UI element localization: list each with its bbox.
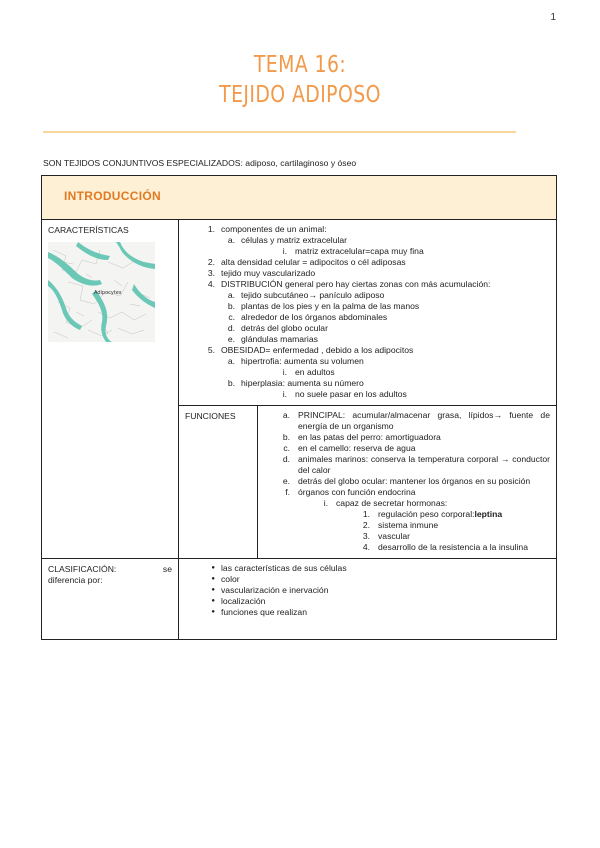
list-item: 5. OBESIDAD= enfermedad , debido a los adipocitos [207,345,414,355]
functions-label-cell [179,406,258,559]
functions-content [258,406,557,559]
classification-content [179,559,557,640]
adipose-tissue-micrograph [48,242,155,342]
list-item: a. PRINCIPAL: acumular/almacenar grasa, lípidos→ fuente de energía de un organismo [282,410,550,431]
list-item: e. detrás del globo ocular: mantener los órganos en su posición [282,476,531,486]
list-item: d. detrás del globo ocular [227,323,328,333]
list-item: i. en adultos [282,367,335,377]
classification-label-cell [42,559,179,640]
page-number: 1 [550,12,556,23]
characteristics-content [179,220,557,406]
title-line-1: TEMA 16: [253,52,347,78]
list-item: ● funciones que realizan [211,607,307,617]
list-item: e. glándulas mamarias [227,334,318,344]
content-table [41,175,557,640]
list-item: ● las características de sus células [211,563,347,573]
classification-label-se: se [162,564,172,574]
classification-label: CLASIFICACIÓN: [48,564,117,574]
list-item: ● localización [211,596,266,606]
list-item: a. células y matriz extracelular [227,235,348,245]
micrograph-label: Adipocytes [94,290,122,296]
list-item: b. hiperplasia: aumenta su número [227,378,364,388]
title-line-2: TEJIDO ADIPOSO [219,82,381,108]
list-item: b. en las patas del perro: amortiguadora [282,432,441,442]
section-header-label: INTRODUCCIÓN [64,189,161,203]
list-item: ● color [211,574,240,584]
list-item: 4. DISTRIBUCIÓN general pero hay ciertas zonas con más acumulación: [207,279,491,289]
list-item: a. tejido subcutáneo→ panículo adiposo [227,290,385,300]
list-item: 3. tejido muy vascularizado [207,268,316,278]
list-item: c. en el camello: reserva de agua [283,443,416,453]
list-item: i. matriz extracelular=capa muy fina [282,246,424,256]
list-item: 3. vascular [362,531,410,541]
list-item: 4. desarrollo de la resistencia a la insulina [362,542,528,552]
list-item: i. capaz de secretar hormonas: [323,498,448,508]
list-item: i. no suele pasar en los adultos [282,389,407,399]
title-divider [43,131,516,133]
list-item: a. hipertrofia: aumenta su volumen [227,356,364,366]
page-title [54,50,546,110]
characteristics-cell [42,220,179,559]
intro-text: SON TEJIDOS CONJUNTIVOS ESPECIALIZADOS: adiposo, cartilaginoso y óseo [43,158,357,168]
list-item: d. animales marinos: conserva la temperatura corporal → conductor del calor [282,454,550,475]
list-item: 2. sistema inmune [362,520,439,530]
list-item: 1. componentes de un animal: [207,224,327,234]
classification-label-row [48,564,172,575]
functions-label: FUNCIONES [185,411,236,421]
list-item: b. plantas de los pies y en la palma de las manos [227,301,420,311]
list-item: 1. regulación peso corporal:leptina [362,509,503,519]
characteristics-label: CARACTERÍSTICAS [48,225,129,235]
list-item: ● vascularización e inervación [211,585,329,595]
list-item: f. órganos con función endocrina [285,487,416,497]
list-item: 2. alta densidad celular = adipocitos o cél adiposas [207,257,406,267]
section-header [42,176,557,220]
list-item: c. alrededor de los órganos abdominales [228,312,388,322]
classification-label-2: diferencia por: [48,575,103,585]
